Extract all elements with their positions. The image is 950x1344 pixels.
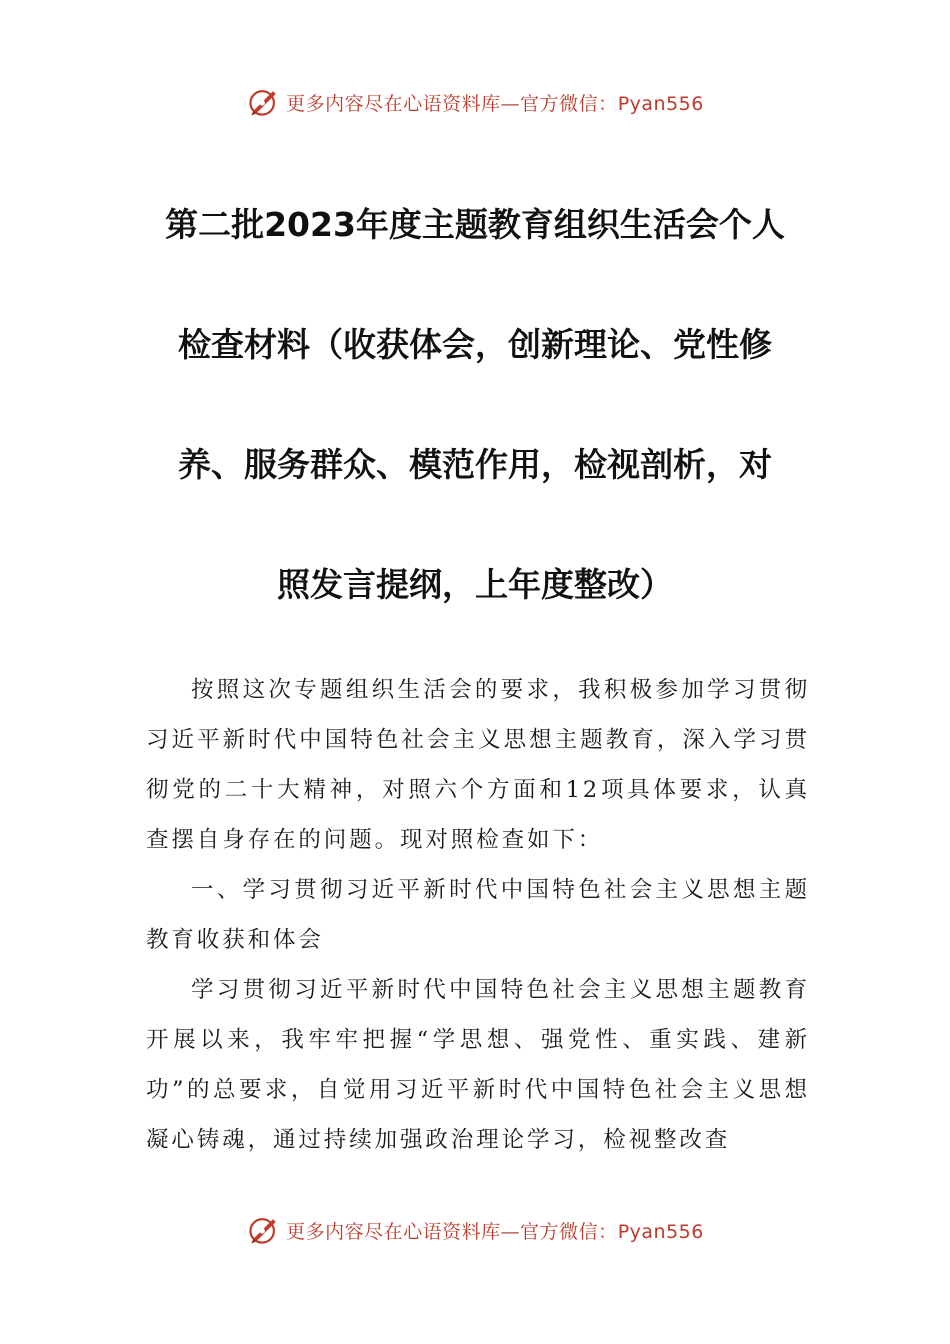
document-title	[140, 165, 810, 645]
title-line: 照发言提纲，上年度整改）	[277, 565, 673, 604]
body-paragraph: 学习贯彻习近平新时代中国特色社会主义思想主题教育开展以来，我牢牢把握“学思想、强党性、重实践、建新功”的总要求，自觉用习近平新时代中国特色社会主义思想凝心铸魂，通过持续加强政治理论学习，检视整改查	[146, 977, 810, 1153]
intro-paragraph: 按照这次专题组织生活会的要求，我积极参加学习贯彻习近平新时代中国特色社会主义思想主题教育，深入学习贯彻党的二十大精神，对照六个方面和12项具体要求，认真查摆自身存在的问题。现对照检查如下：	[146, 677, 810, 853]
watermark-text: 更多内容尽在心语资料库—官方微信：Pyan556	[286, 1220, 704, 1243]
title-line: 检查材料（收获体会，创新理论、党性修	[178, 325, 772, 364]
footer-watermark	[0, 1210, 950, 1250]
header-watermark	[0, 82, 950, 122]
pen-circle-logo-icon	[246, 1212, 282, 1248]
title-line: 第二批2023年度主题教育组织生活会个人	[165, 205, 785, 244]
pen-circle-logo-icon	[246, 84, 282, 120]
document-body	[146, 665, 810, 1165]
section-heading: 一、学习贯彻习近平新时代中国特色社会主义思想主题教育收获和体会	[146, 877, 810, 953]
title-line: 养、服务群众、模范作用，检视剖析，对	[178, 445, 772, 484]
watermark-text: 更多内容尽在心语资料库—官方微信：Pyan556	[286, 92, 704, 115]
